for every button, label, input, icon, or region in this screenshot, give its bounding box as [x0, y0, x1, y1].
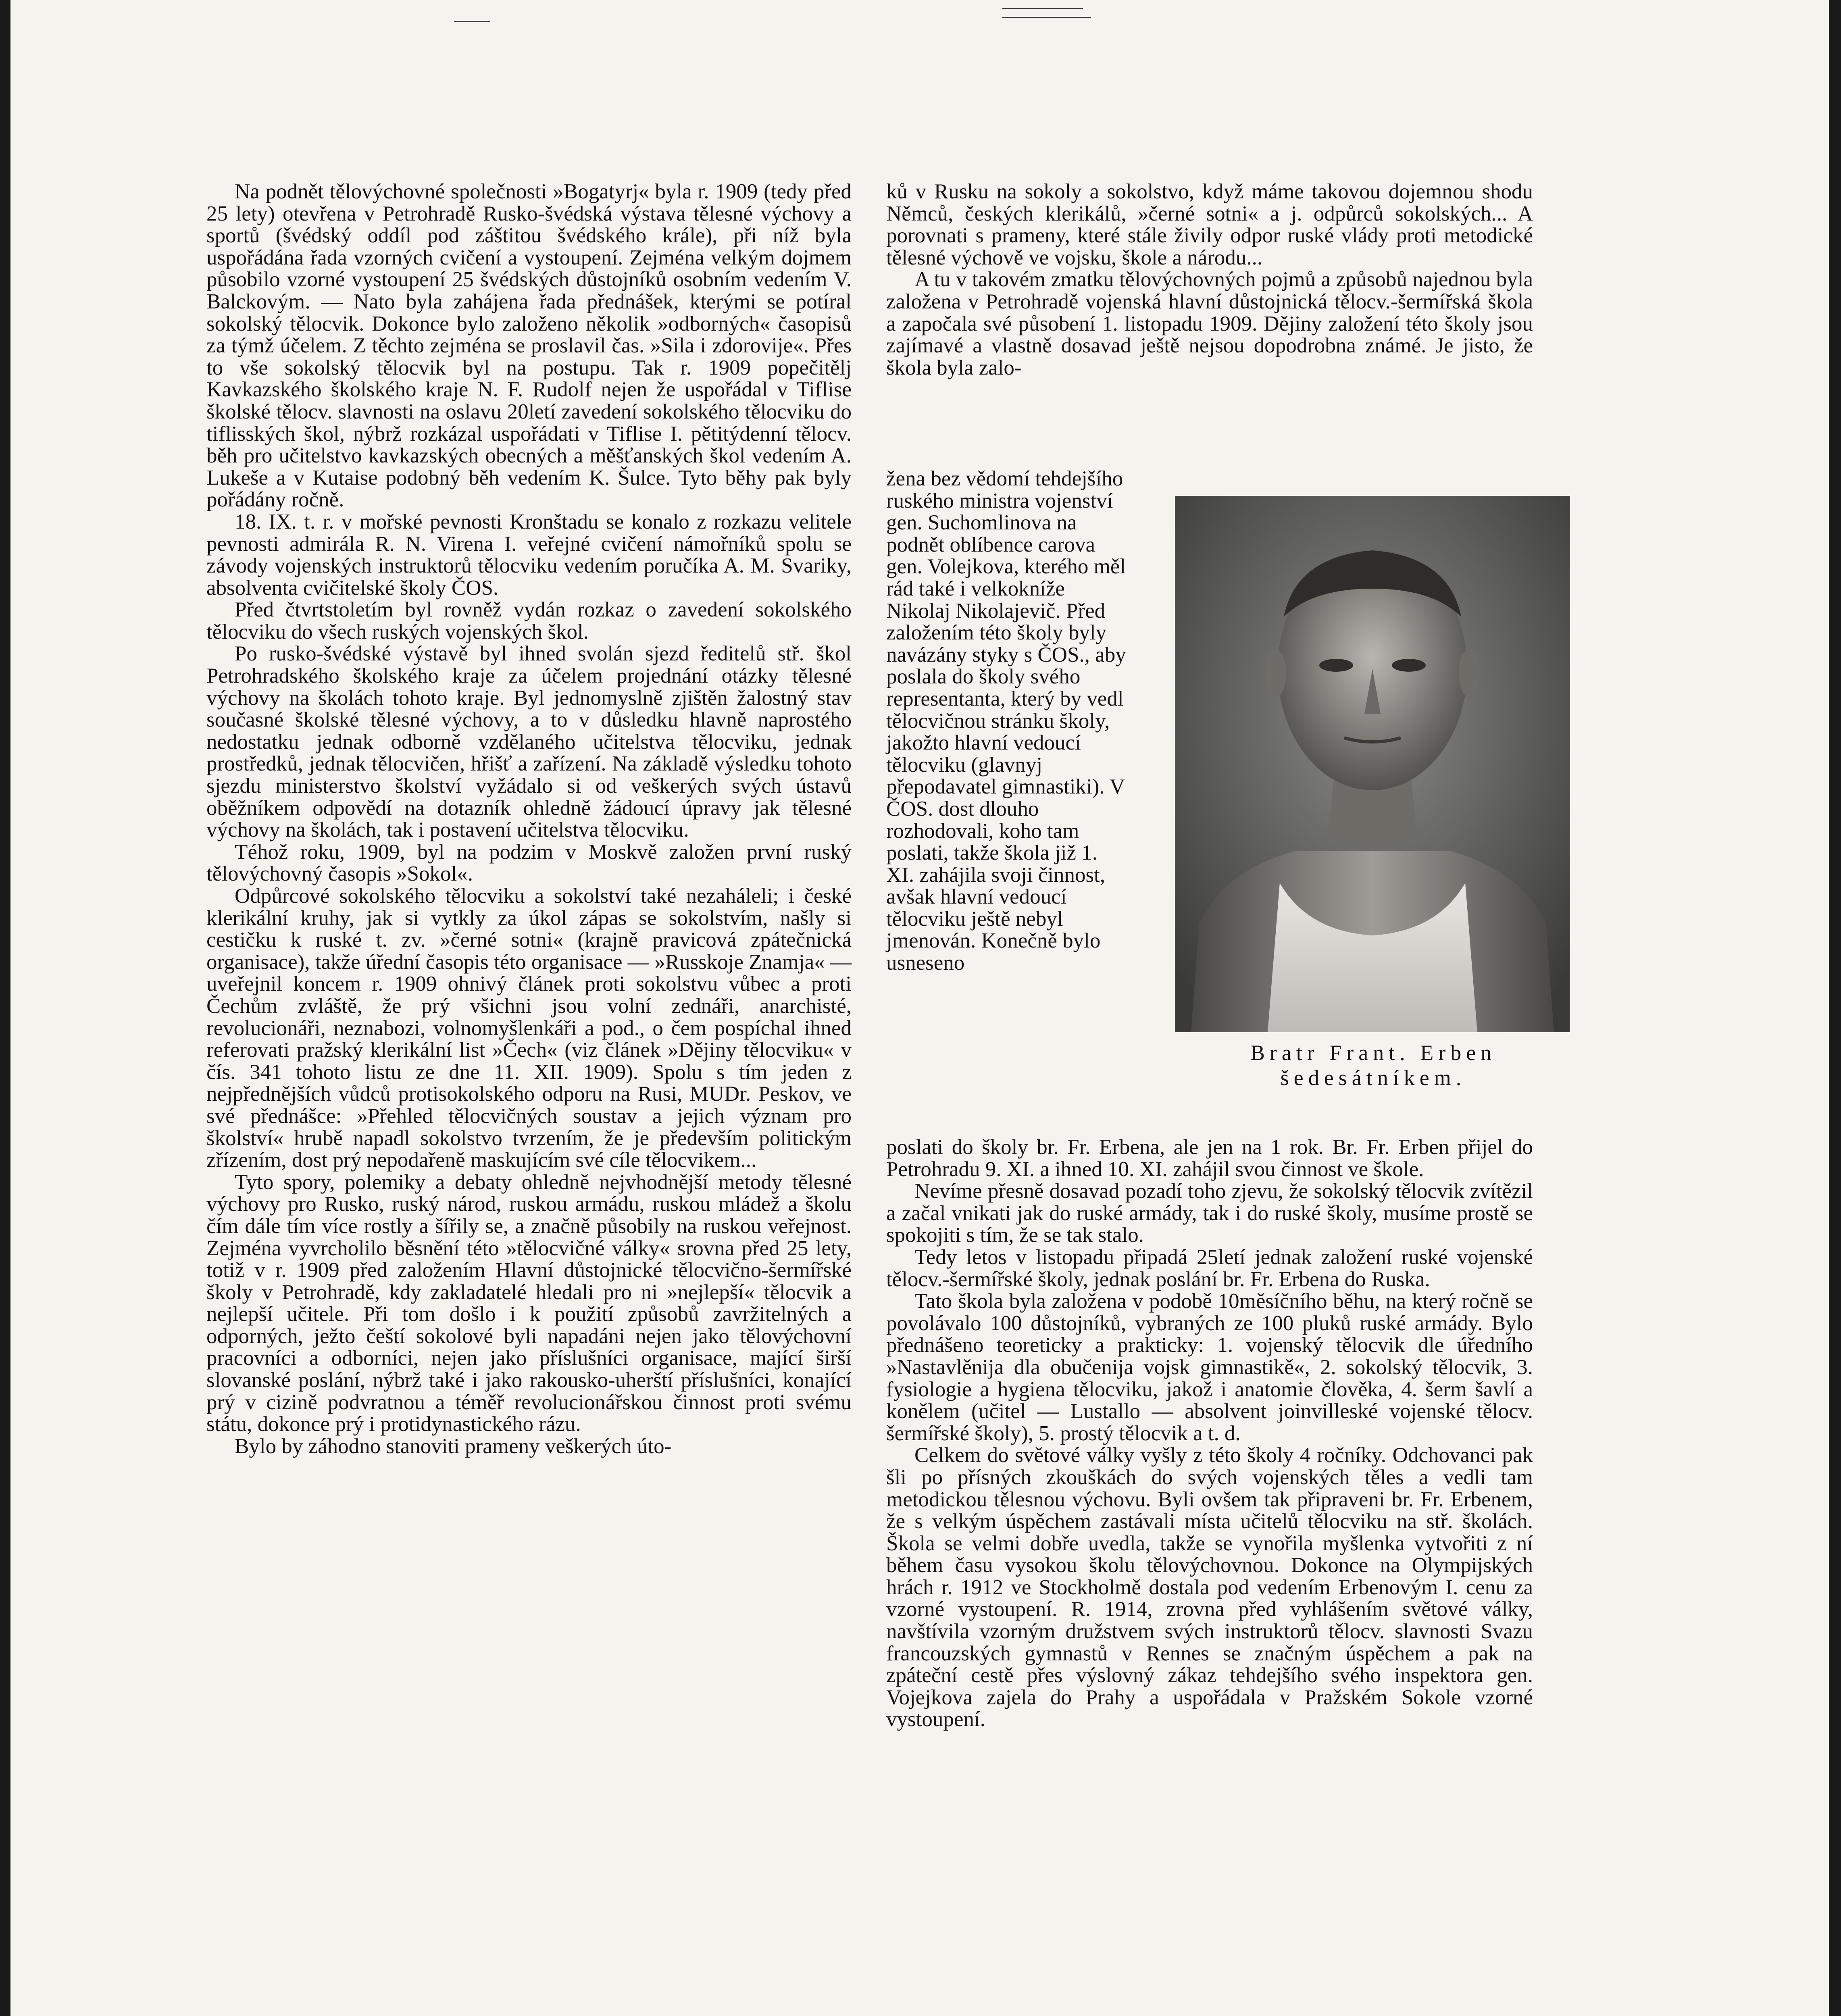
paragraph: poslati do školy br. Fr. Erbena, ale jen na 1 rok. Br. Fr. Erben přijel do Petrohradu 9. XI. a ihned 10. XI. zahájil svou činnost ve škole.	[886, 1135, 1533, 1181]
paragraph: Celkem do světové války vyšly z této školy 4 ročníky. Odchovanci pak šli po přísných zkouškách do svých vojenských těles a vedli tam metodickou tělesnou výchovu. Byli ovšem tak připraveni br. Fr. Erbenem, že s velkým úspěchem zastávali místa učitelů tělocviku na stř. školách. Škola se velmi dobře uvedla, takže se vynořila myšlenka vytvořiti z ní během času vysokou školu tělovýchovnou. Dokonce na Olympijských hrách r. 1912 ve Stockholmě dostala pod vedením Erbenovým I. cenu za vzorné vystoupení. R. 1914, zrovna před vyhlášením světové války, navštívila vzorným družstvem svých instruktorů tělocv. slavnosti Svazu francouzských gymnastů v Rennes se značným úspěchem a pak na zpáteční cestě přes výslovný zákaz tehdejšího svého inspektora gen. Vojejkova zajela do Prahy a uspořádala v Pražském Sokole vzorné vystoupení.	[886, 1443, 1533, 1731]
paragraph: Téhož roku, 1909, byl na podzim v Moskvě založen první ruský tělovýchovný časopis »Sokol«.	[206, 840, 852, 886]
right-text-column-top	[886, 181, 1533, 379]
left-text-column	[206, 181, 852, 1457]
paragraph: Nevíme přesně dosavad pozadí toho zjevu, že sokolský tělocvik zvítězil a začal vnikati jak do ruské armády, tak i do ruské školy, musíme prostě se spokojiti s tím, že se tak stalo.	[886, 1179, 1533, 1247]
paragraph: Na podnět tělovýchovné společnosti »Bogatyrj« byla r. 1909 (tedy před 25 lety) otevřena v Petrohradě Rusko-švédská výstava tělesné výchovy a sportů (švédský oddíl pod záštitou švédského krále), při níž byla uspořádána řada vzorných cvičení a vystoupení. Zejména velkým dojmem působilo vzorné vystoupení 25 švédských důstojníků osobním vedením V. Balckovým. — Nato byla zahájena řada přednášek, kterými se potíral sokolský tělocvik. Dokonce bylo založeno několik »odborných« časopisů za týmž účelem. Z těchto zejména se proslavil čas. »Sila i zdorovije«. Přes to vše sokolský tělocvik byl na postupu. Tak r. 1909 popečitělj Kavkazského školského kraje N. F. Rudolf nejen že uspořádal v Tiflise školské tělocv. slavnosti na oslavu 20letí zavedení sokolského tělocviku do tiflisských škol, nýbrž rozkázal uspořádati v Tiflise I. pětitýdenní tělocv. běh pro učitelstvo kavkazských obecných a měšťanských škol vedením A. Lukeše a v Kutaise podobný běh vedením K. Šulce. Tyto běhy pak byly pořádány ročně.	[206, 180, 852, 512]
paragraph: Po rusko-švédské výstavě byl ihned svolán sjezd ředitelů stř. škol Petrohradského školského kraje za účelem projednání otázky tělesné výchovy na školách tohoto kraje. Byl jednomyslně zjištěn žalostný stav současné školské tělesné výchovy, a to v důsledku hlavně naprostého nedostatku jednak odborně vzdělaného učitelstva tělocviku, jednak prostředků, jednak tělocvičen, hřišť a zařízení. Na základě výsledku tohoto sjezdu ministerstvo školství vyžádalo si od veškerých svých ústavů oběžníkem odpovědí na dotazník ohledně žádoucí úpravy jak tělesné výchovy na školách, tak i postavení učitelstva tělocviku.	[206, 642, 852, 842]
right-text-column-bottom	[886, 1136, 1533, 1731]
paragraph: Tedy letos v listopadu připadá 25letí jednak založení ruské vojenské tělocv.-šermířské školy, jednak poslání br. Fr. Erbena do Ruska.	[886, 1245, 1533, 1291]
document-page	[10, 0, 1829, 2016]
paragraph: žena bez vědomí tehdejšího ruského ministra vojenství gen. Suchomlinova na podnět oblíbence carova gen. Volejkova, kterého měl rád také i velkokníže Nikolaj Nikolajevič. Před založením této školy byly navázány styky s ČOS., aby poslala do školy svého representanta, který by vedl tělocvičnou stránku školy, jakožto hlavní vedoucí tělocviku (glavnyj přepodavatel gimnastiki). V ČOS. dost dlouho rozhodovali, koho tam poslati, takže škola již 1. XI. zahájila svoji činnost, avšak hlavní vedoucí tělocviku ještě nebyl jmenován. Konečně bylo usneseno	[886, 467, 1126, 975]
right-text-wrap-beside-photo	[886, 468, 1131, 974]
photo-caption	[1143, 1040, 1603, 1090]
paragraph: Odpůrcové sokolského tělocviku a sokolství také nezaháleli; i české klerikální kruhy, jak si vytkly za úkol zápas se sokolstvím, našly si cestičku k ruské t. zv. »černé sotni« (krajně pravicová zpátečnická organisace), takže úřední časopis této organisace — »Russkoje Znamja« — uveřejnil koncem r. 1909 ohnivý článek proti sokolstvu vůbec a proti Čechům zvláště, že prý všichni jsou volní zednáři, anarchisté, revolucionáři, neznabozi, volnomyšlenkáři a pod., o čem pospíchal ihned referovati pražský klerikální list »Čech« (viz článek »Dějiny tělocviku« v čís. 341 tohoto listu ze dne 11. XII. 1909). Spolu s tím jeden z nejpřednějších vůdců protisokolského odporu na Rusi, MUDr. Peskov, ve své přednášce: »Přehled tělocvičných soustav a jejich význam pro školství« hrubě napadl sokolstvo tvrzením, že je především politickým zřízením, dost prý nepodařeně maskujícím své cíle tělocvikem...	[206, 884, 852, 1172]
paragraph: A tu v takovém zmatku tělovýchovných pojmů a způsobů najednou byla založena v Petrohradě vojenská hlavní důstojnická tělocv.-šermířská škola a započala své působení 1. listopadu 1909. Dějiny založení této školy jsou zajímavé a vlastně dosavad ještě nejsou dopodrobna známé. Je jisto, že škola byla zalo-	[886, 268, 1533, 379]
top-edge-mark	[1002, 8, 1083, 9]
paragraph: Tyto spory, polemiky a debaty ohledně nejvhodnější metody tělesné výchovy pro Rusko, ruský národ, ruskou armádu, ruskou mládež a školu čím dále tím více rostly a šířily se, a značně působily na ruskou veřejnost. Zejména vyvrcholilo běsnění této »tělocvičné války« srovna před 25 lety, totiž v r. 1909 před založením Hlavní důstojnické tělocvično-šermířské školy v Petrohradě, kdy zakladatelé hledali pro ni »nejlepší« tělocvik a nejlepší učitele. Při tom došlo i k použití způsobů zavržitelných a odporných, ježto čeští sokolové byli napadáni nejen jako tělovýchovní pracovníci a odborníci, nejen jako příslušníci organisace, mající širší slovanské poslání, nýbrž také i jako rakousko-uherští příslušníci, konající prý v cizině podvratnou a téměř revolucionářskou činnost proti svému státu, dokonce prý i protidynastického rázu.	[206, 1170, 852, 1436]
top-edge-mark	[1002, 17, 1091, 18]
portrait-photo	[1175, 496, 1570, 1032]
paragraph: ků v Rusku na sokoly a sokolstvo, když máme takovou dojemnou shodu Němců, českých klerikálů, »černé sotni« a j. odpůrců sokolských... A porovnati s prameny, které stále živily odpor ruské vlády proti metodické tělesné výchově ve vojsku, škole a národu...	[886, 180, 1533, 269]
paragraph: Tato škola byla založena v podobě 10měsíčního běhu, na který ročně se povolávalo 100 důstojníků, vybraných ze 100 pluků ruské armády. Bylo přednášeno teoreticky a prakticky: 1. vojenský tělocvik dle úředního »Nastavlěnija dla obučenija vojsk gimnastikě«, 2. sokolský tělocvik, 3. fysiologie a hygiena tělocviku, jakož i anatomie člověka, 4. šerm šavlí a konělem (učitel — Lustallo — absolvent joinvilleské vojenské tělocv. šermířské školy), 5. prostý tělocvik a t. d.	[886, 1289, 1533, 1445]
portrait-image	[1175, 496, 1570, 1032]
caption-line: Bratr Frant. Erben	[1250, 1041, 1497, 1065]
paragraph: Bylo by záhodno stanoviti prameny veškerých úto-	[235, 1434, 672, 1458]
caption-line: šedesátníkem.	[1280, 1066, 1466, 1090]
paragraph: 18. IX. t. r. v mořské pevnosti Kronštadu se konalo z rozkazu velitele pevnosti admirála R. N. Virena I. veřejné cvičení námořníků spolu se závody vojenských instruktorů tělocviku vedením poručíka A. M. Svariky, absolventa cvičitelské školy ČOS.	[206, 510, 852, 600]
paragraph: Před čtvrtstoletím byl rovněž vydán rozkaz o zavedení sokolského tělocviku do všech ruských vojenských škol.	[206, 598, 852, 644]
top-edge-mark	[454, 21, 490, 22]
